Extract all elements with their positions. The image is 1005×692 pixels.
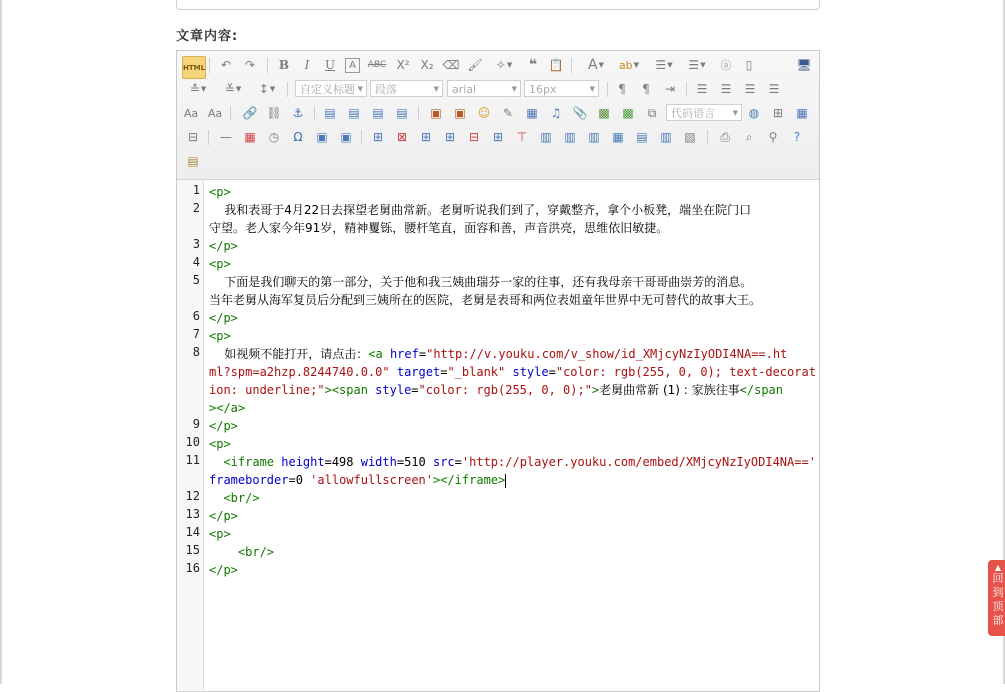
code-token: style — [512, 365, 549, 379]
line-number: 8 — [192, 345, 200, 359]
code-token: ></iframe> — [433, 473, 506, 487]
row-spacing-top-icon[interactable]: ≛ ▼ — [189, 82, 207, 96]
code-token: "color: rgb(255, 0, 0); text-decorat — [555, 365, 816, 379]
link-icon[interactable]: 🔗 — [242, 106, 258, 120]
toolbar-row-5 — [177, 150, 819, 172]
line-number: 3 — [192, 237, 200, 251]
code-token: 守望。老人家今年91岁，精神矍铄，腰杆笔直，面容和善，声音洪亮，思维依旧敏捷。 — [209, 221, 669, 235]
search-replace-icon[interactable]: ⚲ — [768, 130, 778, 144]
text-cursor — [505, 474, 506, 488]
snapscreen-icon[interactable]: ▣ — [316, 130, 328, 144]
split-to-rows-icon[interactable]: ▤ — [636, 130, 648, 144]
align-justify-icon[interactable]: ☰ — [768, 82, 780, 96]
image-left-icon[interactable]: ▤ — [348, 106, 360, 120]
code-line — [209, 291, 761, 309]
line-number: 7 — [192, 327, 200, 341]
line-number: 11 — [185, 453, 200, 467]
code-token: <p> — [209, 257, 231, 271]
code-token: </p> — [209, 419, 238, 433]
align-center-icon[interactable]: ☰ — [720, 82, 732, 96]
undo-icon[interactable]: ↶ — [220, 58, 232, 72]
code-line — [209, 219, 668, 237]
previous-field-box[interactable] — [176, 0, 820, 10]
code-token: frameborder — [209, 473, 289, 487]
insert-paragraph-before-table-icon[interactable]: ⊞ — [420, 130, 432, 144]
insert-table-icon[interactable]: ⊞ — [372, 130, 384, 144]
redo-icon[interactable]: ↷ — [244, 58, 256, 72]
code-token: "http://v.youku.com/v_show/id_XMjcyNzIyODI4NA==.ht — [426, 347, 788, 361]
code-line — [209, 525, 231, 543]
code-token: =498 — [324, 455, 361, 469]
code-token: 'http://player.youku.com/embed/XMjcyNzIyODI4NA==' — [461, 455, 816, 469]
line-number: 9 — [192, 417, 200, 431]
page-break-icon[interactable]: ◍ — [748, 106, 760, 120]
insert-image-icon[interactable]: ▣ — [454, 106, 466, 120]
uppercase-icon[interactable]: Aa — [183, 106, 199, 120]
code-line — [209, 489, 260, 507]
code-token: <br/> — [209, 491, 260, 505]
code-token: 当年老舅从海军复员后分配到三姨所在的医院，老舅是表哥和两位表姐童年世界中无可替代的故事大王。 — [209, 293, 762, 307]
code-token: = — [418, 347, 427, 361]
time-icon[interactable]: ◷ — [268, 130, 280, 144]
code-token: href — [389, 347, 419, 361]
lowercase-icon[interactable]: Aa — [207, 106, 223, 120]
ordered-list-icon[interactable]: ☰ ▼ — [655, 58, 673, 72]
gmap-icon[interactable]: ▩ — [622, 106, 634, 120]
delete-table-icon[interactable]: ⊠ — [396, 130, 408, 144]
blockquote-icon[interactable]: ❝ — [528, 57, 538, 73]
superscript-icon[interactable]: X² — [396, 58, 410, 72]
back-to-top-char: 部 — [992, 614, 1004, 627]
line-number: 12 — [185, 489, 200, 503]
rtl-direction-icon[interactable]: ¶ — [642, 82, 650, 96]
paste-plain-icon[interactable]: 📋 — [548, 58, 564, 72]
code-token: 'allowfullscreen' — [310, 473, 433, 487]
align-left-icon[interactable]: ☰ — [696, 82, 708, 96]
code-line — [209, 201, 751, 219]
code-token: </p> — [209, 563, 238, 577]
code-token: <br/> — [209, 545, 275, 559]
horizontal-rule-icon[interactable]: — — [220, 130, 232, 144]
rich-text-editor[interactable] — [176, 50, 820, 692]
editor-toolbar — [177, 51, 819, 180]
back-to-top-char: 回 — [992, 572, 1004, 585]
code-token: ><span — [324, 383, 376, 397]
line-height-icon[interactable]: ↕ ▼ — [258, 82, 276, 96]
music-icon[interactable]: ♫ — [550, 106, 562, 120]
unlink-icon[interactable]: ⛓ — [266, 106, 282, 120]
code-token: = — [548, 365, 556, 379]
code-token: width — [360, 455, 397, 469]
eraser-icon[interactable]: ⌫ — [442, 58, 460, 72]
code-token: = — [411, 383, 419, 397]
image-none-icon[interactable]: ▤ — [324, 106, 336, 120]
code-line — [209, 399, 245, 417]
code-token: ></a> — [209, 401, 246, 415]
italic-icon[interactable]: I — [304, 58, 310, 72]
code-line — [209, 345, 787, 363]
fullscreen-icon[interactable]: 🖥 — [796, 58, 812, 72]
arrow-up-icon: ▲ — [994, 563, 1002, 572]
ltr-direction-icon[interactable]: ¶ — [618, 82, 626, 96]
code-line — [209, 453, 816, 471]
delete-col-icon[interactable]: ⊤ — [516, 130, 528, 144]
strikethrough-icon[interactable]: ABC — [367, 60, 387, 70]
font-family-select[interactable]: arial ▼ — [447, 80, 521, 97]
code-token: "_blank" — [447, 365, 506, 379]
back-to-top-char: 顶 — [992, 600, 1004, 613]
code-token: </p> — [209, 311, 238, 325]
line-number: 13 — [185, 507, 200, 521]
code-token — [390, 365, 397, 379]
code-line — [209, 543, 274, 561]
toolbar-row-1 — [177, 54, 819, 76]
code-token: =0 — [288, 473, 311, 487]
split-to-cells-icon[interactable]: ▦ — [612, 130, 624, 144]
toolbar-row-3 — [177, 102, 819, 124]
background-icon[interactable]: ▦ — [796, 106, 808, 120]
code-token: 老舅曲常新 (1) : 家族往事 — [599, 383, 740, 397]
merge-cells-icon[interactable]: ▥ — [540, 130, 552, 144]
code-token: </span — [739, 383, 784, 397]
help-icon[interactable]: ? — [793, 130, 801, 144]
select-all-icon[interactable]: ⓐ — [720, 59, 732, 72]
subscript-icon[interactable]: X₂ — [420, 58, 434, 72]
line-number: 2 — [192, 201, 200, 215]
line-number: 10 — [185, 435, 200, 449]
merge-right-icon[interactable]: ▥ — [564, 130, 576, 144]
attachment-icon[interactable]: 📎 — [572, 106, 588, 120]
code-token: <a — [368, 347, 390, 361]
scrawl-icon[interactable]: ✎ — [502, 106, 514, 120]
code-token: =510 — [396, 455, 433, 469]
code-line — [209, 435, 231, 453]
toolbar-row-4 — [177, 126, 819, 148]
code-line — [209, 273, 752, 291]
date-icon[interactable]: ▦ — [244, 130, 256, 144]
insert-col-icon[interactable]: ⊞ — [492, 130, 504, 144]
page-left-border — [0, 0, 2, 684]
print-icon[interactable]: ⎙ — [720, 129, 730, 144]
code-token: ion: underline;" — [209, 383, 325, 397]
code-token: <p> — [209, 527, 231, 541]
custom-title-select[interactable]: 自定义标题 ▼ — [295, 80, 367, 97]
code-line — [209, 417, 238, 435]
template-icon[interactable]: ⊞ — [772, 106, 784, 120]
paragraph-select[interactable]: 段落 ▼ — [370, 80, 443, 97]
code-token: <p> — [209, 329, 231, 343]
code-line — [209, 183, 231, 201]
code-line — [209, 327, 231, 345]
clear-document-icon[interactable]: ▯ — [745, 58, 753, 72]
code-line — [209, 237, 238, 255]
line-number: 4 — [192, 255, 200, 269]
insert-frame-icon[interactable]: ⧉ — [647, 105, 657, 120]
code-token: 下面是我们聊天的第一部分，关于他和我三姨曲瑞芬一家的往事，还有我母亲干哥哥曲崇芳的消息。 — [209, 275, 753, 289]
code-token: <p> — [209, 437, 231, 451]
code-token: height — [281, 455, 325, 469]
line-number: 5 — [192, 273, 200, 287]
line-number: 16 — [185, 561, 200, 575]
code-token: ml?spm=a2hzp.8244740.0.0" — [209, 365, 390, 379]
code-line — [209, 507, 238, 525]
code-token: "color: rgb(255, 0, 0);" — [418, 383, 592, 397]
insert-video-icon[interactable]: ▦ — [526, 106, 538, 120]
line-number: 1 — [192, 183, 200, 197]
emotion-icon[interactable]: ☺ — [477, 106, 491, 120]
line-number: 14 — [185, 525, 200, 539]
font-size-select[interactable]: 16px ▼ — [524, 80, 599, 97]
format-painter-icon[interactable]: 🖌 — [467, 58, 483, 72]
code-line — [209, 309, 238, 327]
align-right-icon[interactable]: ☰ — [744, 82, 756, 96]
auto-typeset-icon[interactable]: ✧ ▼ — [495, 58, 513, 72]
anchor-icon[interactable]: ⚓ — [292, 106, 304, 120]
insert-row-icon[interactable]: ⊞ — [444, 130, 456, 144]
code-line — [209, 561, 238, 579]
code-line — [209, 255, 231, 273]
code-token: 我和表哥于4月22日去探望老舅曲常新。老舅听说我们到了，穿戴整齐，拿个小板凳，端坐在院门口 — [209, 203, 752, 217]
code-token: </p> — [209, 239, 238, 253]
html-source-button[interactable]: HTML — [182, 56, 206, 79]
toolbar-row-2 — [177, 78, 819, 100]
drafts-icon[interactable]: ▤ — [187, 154, 199, 168]
image-right-icon[interactable]: ▤ — [372, 106, 384, 120]
code-token: > — [591, 383, 600, 397]
code-token: 如视频不能打开，请点击： — [209, 347, 369, 361]
preview-icon[interactable]: ⌕ — [745, 129, 753, 144]
back-to-top-char: 到 — [992, 586, 1004, 599]
code-line — [209, 363, 816, 381]
image-center-icon[interactable]: ▤ — [396, 106, 408, 120]
line-number: 15 — [185, 543, 200, 557]
back-to-top-button[interactable] — [988, 560, 1005, 636]
code-line — [209, 471, 506, 489]
code-token: <p> — [209, 185, 231, 199]
map-icon[interactable]: ▩ — [598, 106, 610, 120]
code-token: = — [440, 365, 448, 379]
merge-down-icon[interactable]: ▥ — [588, 130, 600, 144]
code-token: </p> — [209, 509, 238, 523]
code-token: target — [396, 365, 441, 379]
line-number-gutter — [177, 180, 204, 690]
content-label: 文章内容: — [176, 29, 239, 44]
code-language-select[interactable]: 代码语言 ▼ — [666, 104, 742, 121]
chart-icon[interactable]: ▧ — [684, 130, 696, 144]
split-to-cols-icon[interactable]: ▥ — [660, 130, 672, 144]
wordimage-icon[interactable]: ⊟ — [187, 130, 199, 144]
font-color-icon[interactable]: A ▼ — [588, 57, 604, 73]
row-spacing-bottom-icon[interactable]: ≚ ▼ — [224, 82, 242, 96]
code-token: style — [375, 383, 412, 397]
code-token: <iframe — [209, 455, 282, 469]
special-chars-icon[interactable]: Ω — [293, 130, 303, 144]
font-border-icon[interactable]: A — [345, 58, 360, 73]
underline-icon[interactable]: U — [324, 58, 336, 72]
bold-icon[interactable]: B — [278, 58, 290, 72]
word-count-icon[interactable]: ▣ — [340, 130, 352, 144]
code-token: src — [432, 455, 455, 469]
code-line — [209, 381, 783, 399]
unordered-list-icon[interactable]: ☰ ▼ — [688, 58, 706, 72]
simple-upload-icon[interactable]: ▣ — [430, 106, 442, 120]
highlight-color-icon[interactable]: ab ▼ — [618, 58, 640, 72]
delete-row-icon[interactable]: ⊟ — [468, 130, 480, 144]
indent-icon[interactable]: ⇥ — [664, 82, 676, 96]
code-token: = — [454, 455, 462, 469]
line-number: 6 — [192, 309, 200, 323]
